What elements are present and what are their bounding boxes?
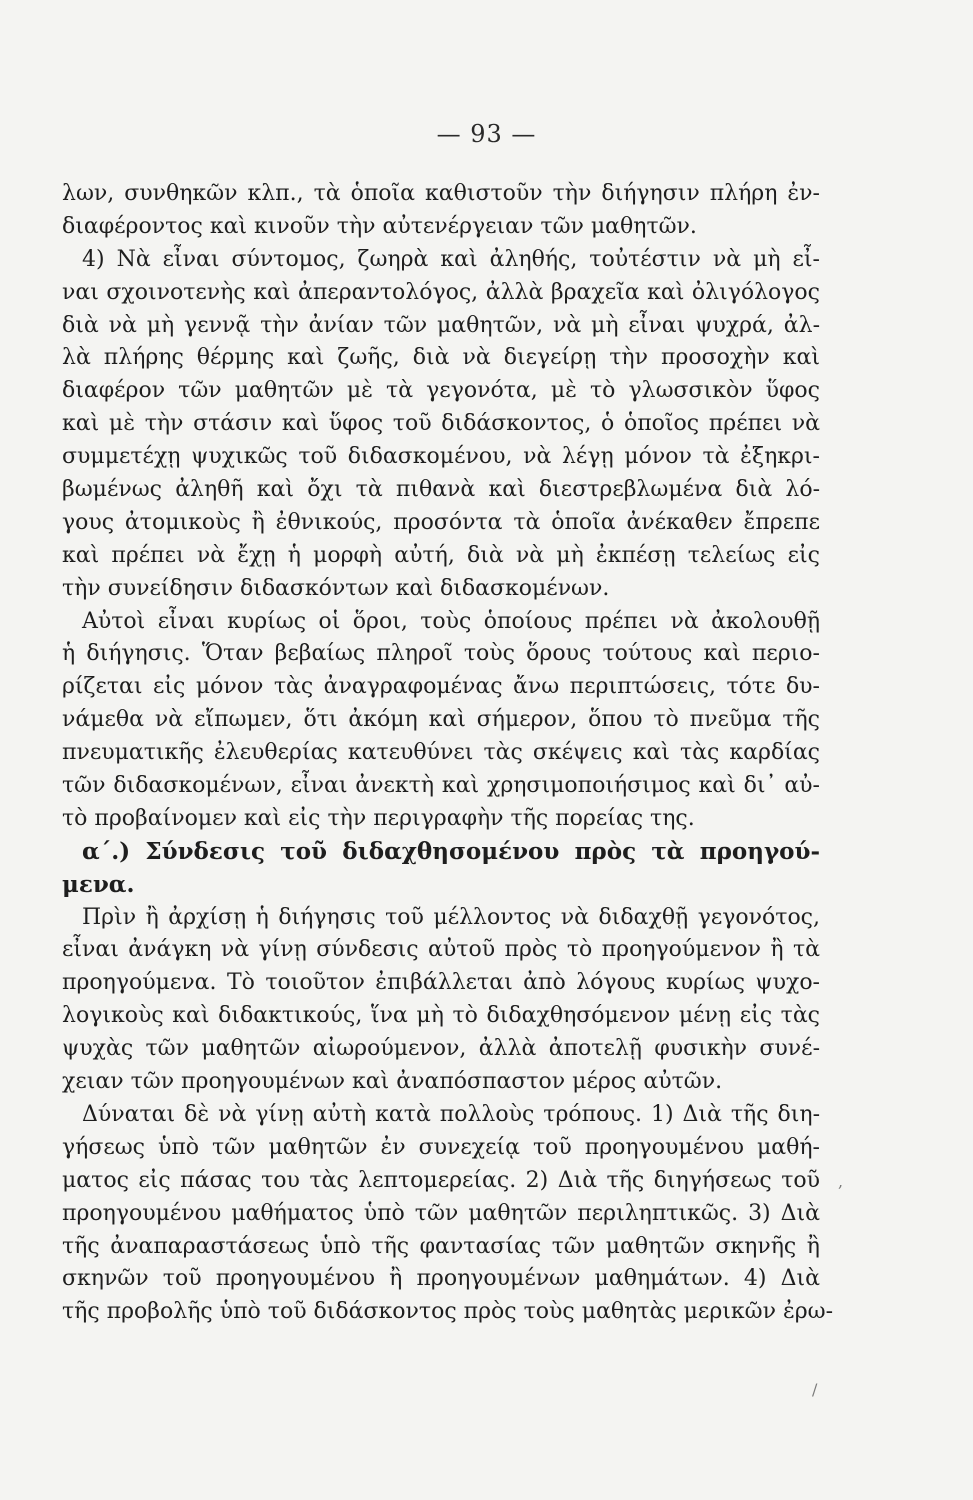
text-line: βωμένως ἀληθῆ καὶ ὄχι τὰ πιθανὰ καὶ διεστρεβλωμένα διὰ λό- [62, 477, 820, 503]
text-line: εἶναι ἀνάγκη νὰ γίνῃ σύνδεσις αὐτοῦ πρὸς τὸ προηγούμενον ἢ τὰ [62, 937, 820, 963]
text-line: ψυχὰς τῶν μαθητῶν αἰωρούμενον, ἀλλὰ ἀποτελῇ φυσικὴν συνέ- [62, 1036, 820, 1062]
scan-speck: , [838, 1172, 844, 1191]
text-line: γους ἀτομικοὺς ἢ ἐθνικούς, προσόντα τὰ ὁποῖα ἀνέκαθεν ἔπρεπε [62, 509, 820, 535]
text-line: προηγούμενα. Τὸ τοιοῦτον ἐπιβάλλεται ἀπὸ λόγους κυρίως ψυχο- [62, 970, 820, 996]
text-line: πνευματικῆς ἐλευθερίας κατευθύνει τὰς σκέψεις καὶ τὰς καρδίας [62, 740, 820, 766]
text-line: συμμετέχῃ ψυχικῶς τοῦ διδασκομένου, νὰ λέγῃ μόνον τὰ ἐξηκρι- [62, 444, 820, 470]
text-line: ματος εἰς πάσας του τὰς λεπτομερείας. 2) Διὰ τῆς διηγήσεως τοῦ [62, 1167, 820, 1193]
text-line: Αὐτοὶ εἶναι κυρίως οἱ ὅροι, τοὺς ὁποίους πρέπει νὰ ἀκολουθῇ [82, 608, 820, 634]
text-line: τὸ προβαίνομεν καὶ εἰς τὴν περιγραφὴν τῆς πορείας της. [62, 805, 695, 831]
text-line: καὶ πρέπει νὰ ἔχῃ ἡ μορφὴ αὐτή, διὰ νὰ μὴ ἐκπέσῃ τελείως εἰς [62, 542, 820, 568]
text-line: διαφέρον τῶν μαθητῶν μὲ τὰ γεγονότα, μὲ τὸ γλωσσικὸν ὕφος [62, 378, 820, 404]
text-line: ἡ διήγησις. Ὅταν βεβαίως πληροῖ τοὺς ὅρους τούτους καὶ περιο- [62, 641, 820, 667]
text-line: 4) Νὰ εἶναι σύντομος, ζωηρὰ καὶ ἀληθής, τοὐτέστιν νὰ μὴ εἶ- [82, 246, 820, 272]
text-line: τῆς προβολῆς ὑπὸ τοῦ διδάσκοντος πρὸς τοὺς μαθητὰς μερικῶν ἐρω- [62, 1299, 834, 1325]
text-line: λων, συνθηκῶν κλπ., τὰ ὁποῖα καθιστοῦν τὴν διήγησιν πλήρη ἐν- [62, 181, 820, 206]
text-line: τὴν συνείδησιν διδασκόντων καὶ διδασκομένων. [62, 575, 610, 601]
text-line: σκηνῶν τοῦ προηγουμένου ἢ προηγουμένων μαθημάτων. 4) Διὰ [62, 1266, 820, 1292]
text-line: ρίζεται εἰς μόνον τὰς ἀναγραφομένας ἄνω περιπτώσεις, τότε δυ- [62, 674, 820, 700]
text-line: Δύναται δὲ νὰ γίνῃ αὐτὴ κατὰ πολλοὺς τρόπους. 1) Διὰ τῆς διη- [82, 1101, 820, 1127]
text-line: λογικοὺς καὶ διδακτικούς, ἵνα μὴ τὸ διδαχθησόμενον μένῃ εἰς τὰς [62, 1003, 820, 1029]
text-line: ναι σχοινοτενὴς καὶ ἀπεραντολόγος, ἀλλὰ βραχεῖα καὶ ὀλιγόλογος [62, 279, 820, 305]
text-line: διαφέροντος καὶ κινοῦν τὴν αὐτενέργειαν τῶν μαθητῶν. [62, 213, 697, 239]
text-line: τῶν διδασκομένων, εἶναι ἀνεκτὴ καὶ χρησιμοποιήσιμος καὶ δι᾽ αὐ- [62, 773, 820, 799]
text-line: χειαν τῶν προηγουμένων καὶ ἀναπόσπαστον μέρος αὐτῶν. [62, 1069, 723, 1095]
text-line: λὰ πλήρης θέρμης καὶ ζωῆς, διὰ νὰ διεγείρῃ τὴν προσοχὴν καὶ [62, 345, 820, 371]
text-line: διὰ νὰ μὴ γεννᾷ τὴν ἀνίαν τῶν μαθητῶν, νὰ μὴ εἶναι ψυχρά, ἀλ- [62, 312, 820, 338]
section-heading: α΄.) Σύνδεσις τοῦ διδαχθησομένου πρὸς τὰ προηγού- [82, 837, 820, 865]
body-text [62, 178, 834, 1329]
text-line: Πρὶν ἢ ἀρχίσῃ ἡ διήγησις τοῦ μέλλοντος νὰ διδαχθῇ γεγονότος, [82, 904, 820, 930]
text-line: καὶ μὲ τὴν στάσιν καὶ ὕφος τοῦ διδάσκοντος, ὁ ὁποῖος πρέπει νὰ [62, 411, 820, 437]
scan-speck: / [812, 1380, 818, 1399]
section-heading-continuation: μενα. [62, 870, 135, 898]
text-line: γήσεως ὑπὸ τῶν μαθητῶν ἐν συνεχείᾳ τοῦ προηγουμένου μαθή- [62, 1134, 820, 1160]
text-line: τῆς ἀναπαραστάσεως ὑπὸ τῆς φαντασίας τῶν μαθητῶν σκηνῆς ἢ [62, 1233, 820, 1259]
text-line: νάμεθα νὰ εἴπωμεν, ὅτι ἀκόμη καὶ σήμερον, ὅπου τὸ πνεῦμα τῆς [62, 707, 820, 733]
page-number: — 93 — [436, 120, 537, 148]
text-line: προηγουμένου μαθήματος ὑπὸ τῶν μαθητῶν περιληπτικῶς. 3) Διὰ [62, 1200, 820, 1226]
